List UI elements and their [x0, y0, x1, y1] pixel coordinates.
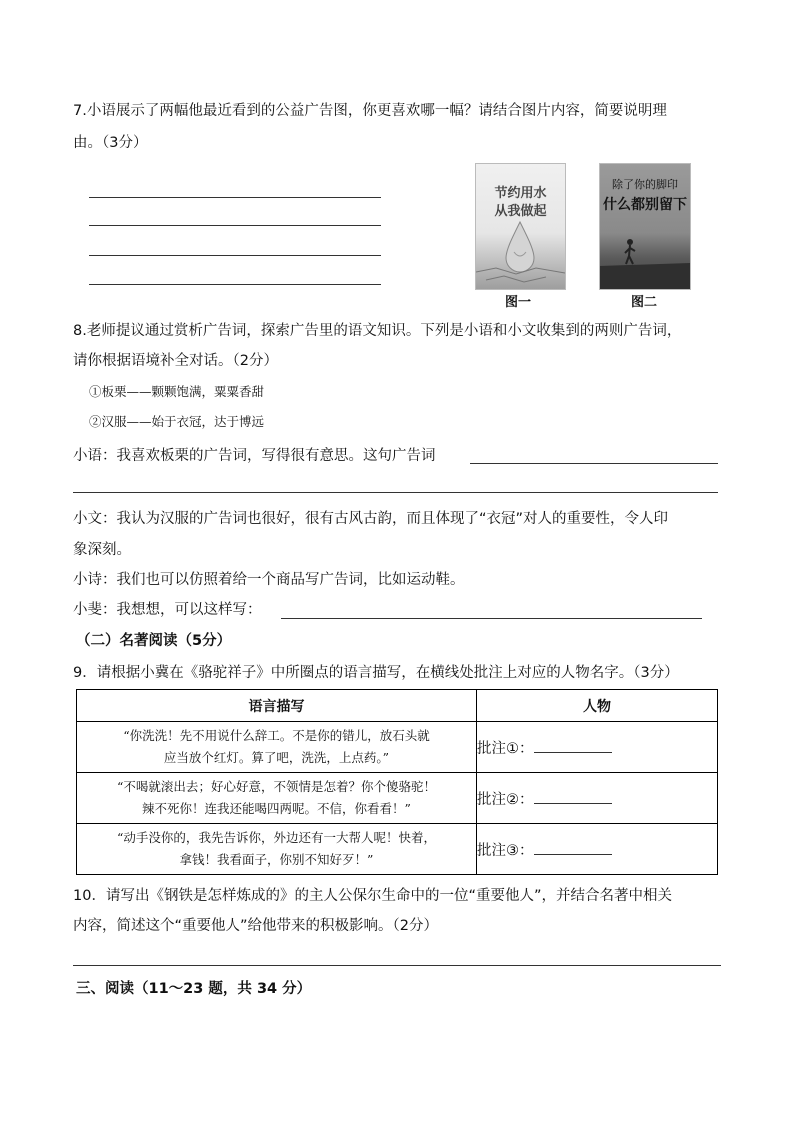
annotation-label: 批注③：: [477, 842, 534, 859]
description-line: 拿钱！我看面子，你别不知好歹！”: [179, 852, 374, 867]
description-line: 辣不死你！连我还能喝四两呢。不信，你看看！”: [142, 801, 411, 816]
annotation-cell: [477, 722, 718, 773]
q9-table: [76, 689, 718, 875]
description-line: 应当放个红灯。算了吧，洗洗，上点药。”: [163, 750, 390, 765]
description-line: “你洗洗！先不用说什么辞工。不是你的错儿，放石头就: [123, 728, 430, 743]
answer-line-1[interactable]: [89, 197, 381, 198]
annotation-label: 批注②：: [477, 791, 534, 808]
hiker-silhouette-icon: [600, 164, 690, 289]
ad-hanfu: ②汉服——始于衣冠，达于博远: [89, 414, 265, 429]
q8-line2: 请你根据语境补全对话。（2分）: [73, 353, 278, 369]
answer-line-q10[interactable]: [73, 965, 721, 966]
fill-line-xiaofei[interactable]: [281, 618, 702, 619]
answer-line-3[interactable]: [89, 255, 381, 256]
annotation-blank-3[interactable]: [534, 840, 612, 855]
description-cell: [77, 773, 477, 824]
poster-save-water-image: [475, 163, 566, 290]
annotation-label: 批注①：: [477, 740, 534, 757]
poster1-caption: 图一: [505, 295, 532, 310]
poster2-text-2: 什么都别留下: [603, 197, 687, 213]
q8-line1: 8.老师提议通过赏析广告词，探索广告里的语文知识。下列是小语和小文收集到的两则广告词，: [73, 323, 682, 339]
annotation-cell: [477, 773, 718, 824]
description-cell: [77, 824, 477, 875]
table-row: [77, 773, 718, 824]
dialog-xiaoyu: 小语：我喜欢板栗的广告词，写得很有意思。这句广告词: [73, 448, 436, 464]
answer-line-4[interactable]: [89, 284, 381, 285]
dialog-xiaoshi: 小诗：我们也可以仿照着给一个商品写广告词，比如运动鞋。: [73, 572, 465, 588]
fill-line-xiaoyu[interactable]: [470, 463, 718, 464]
annotation-blank-1[interactable]: [534, 738, 612, 753]
q7-line2: 由。（3分）: [73, 135, 148, 151]
q9-question: 9．请根据小冀在《骆驼祥子》中所圈点的语言描写，在横线处批注上对应的人物名字。（3分）: [73, 665, 679, 681]
annotation-blank-2[interactable]: [534, 789, 612, 804]
header-character: 人物: [477, 690, 718, 722]
q7-line1: 7.小语展示了两幅他最近看到的公益广告图，你更喜欢哪一幅？请结合图片内容，简要说明理: [73, 103, 667, 119]
poster-footprint-image: [599, 163, 691, 290]
description-line: “不喝就滚出去；好心好意，不领情是怎着？你个傻骆驼！: [117, 779, 436, 794]
q10-line1: 10．请写出《钢铁是怎样炼成的》的主人公保尔生命中的一位“重要他人”，并结合名著中相关: [73, 888, 672, 904]
section-2-title: （二）名著阅读（5分）: [76, 633, 232, 649]
dialog-xiaofei: 小斐：我想想，可以这样写：: [73, 602, 262, 618]
dialog-xiaowen-2: 象深刻。: [73, 542, 131, 558]
poster2-text-1: 除了你的脚印: [612, 178, 678, 191]
table-row: [77, 722, 718, 773]
description-line: “动手没你的，我先告诉你，外边还有一大帮人呢！快着，: [117, 830, 436, 845]
annotation-cell: [477, 824, 718, 875]
q10-line2: 内容，简述这个“重要他人”给他带来的积极影响。（2分）: [73, 918, 438, 934]
poster1-text-1: 节约用水: [494, 186, 547, 201]
water-drop-icon: [476, 164, 565, 289]
poster2-caption: 图二: [631, 295, 658, 310]
section-3-title: 三、阅读（11～23 题，共 34 分）: [76, 981, 312, 997]
table-row: [77, 824, 718, 875]
dialog-xiaowen-1: 小文：我认为汉服的广告词也很好，很有古风古韵，而且体现了“衣冠”对人的重要性，令人印: [73, 511, 669, 527]
ad-chestnut: ①板栗——颗颗饱满，粟粟香甜: [89, 384, 265, 399]
poster1-text-2: 从我做起: [494, 204, 547, 219]
fill-line-xiaoyu-2[interactable]: [73, 492, 718, 493]
header-description: 语言描写: [77, 690, 477, 722]
answer-line-2[interactable]: [89, 225, 381, 226]
description-cell: [77, 722, 477, 773]
